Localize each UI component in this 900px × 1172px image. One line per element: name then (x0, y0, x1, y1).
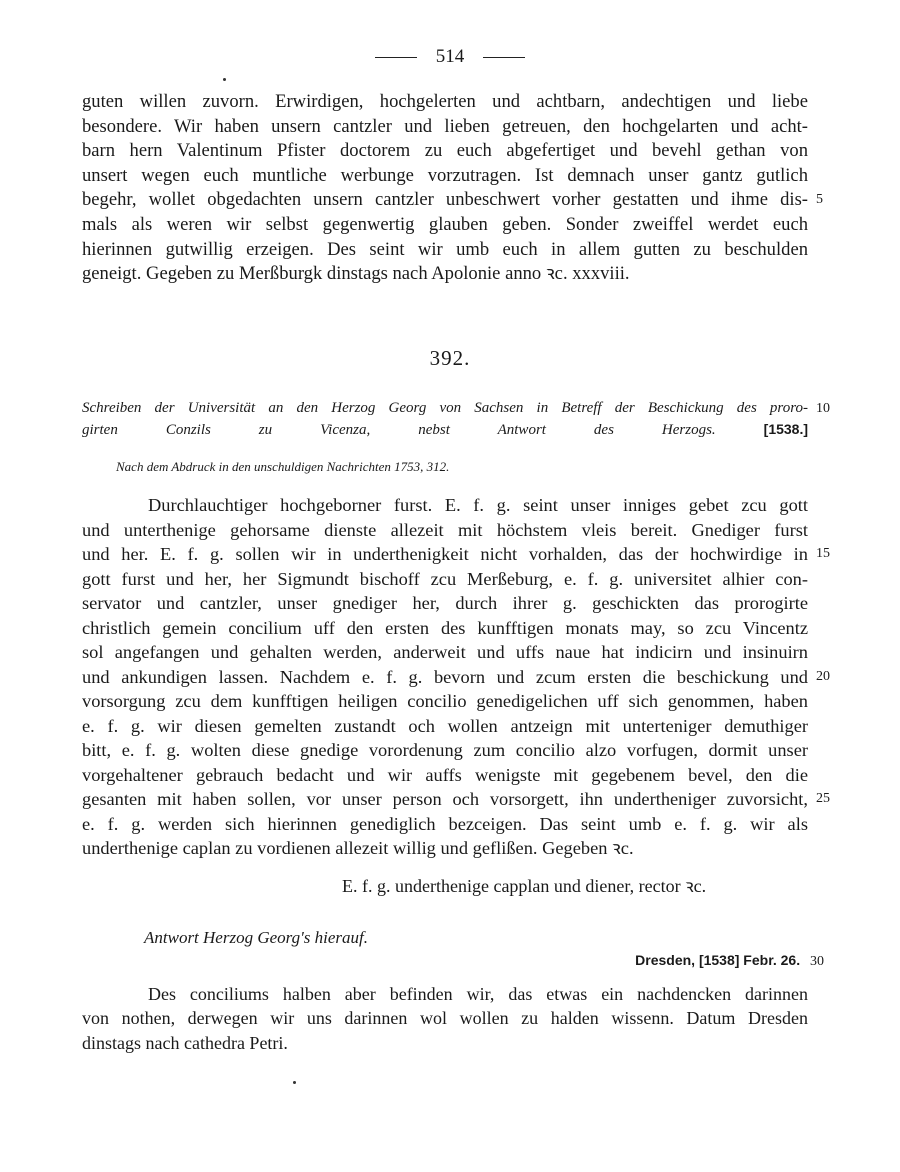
text-line-with-number (82, 188, 823, 213)
text-line: hierinnen gutwillig erzeigen. Des seint wir umb euch in allem gutten zu beschulden (82, 238, 808, 260)
document-title (82, 398, 830, 440)
reply-text (82, 982, 808, 1055)
text-line: von nothen, derwegen wir uns darinnen wol wollen zu halden wissenn. Datum Dresden (82, 1008, 808, 1029)
text-line: sol angefangen und gehalten werden, anderweit und uffs naue hat indicirn und insinuirn (82, 642, 808, 662)
text-line: gesanten mit haben sollen, vor unser person och vorsorgett, ihn undertheniger zuvorsicht, (82, 789, 808, 809)
text-line: unsert wegen euch muntliche werbunge vorzutragen. Ist demnach unser gantz gutlich (82, 164, 808, 186)
text-line: e. f. g. werden sich hierinnen genediglich bezceigen. Das seint umb e. f. g. wir als (82, 813, 808, 834)
line-number: 25 (816, 791, 830, 806)
reply-title: Antwort Herzog Georg's hierauf. (144, 928, 369, 947)
line-number: 20 (816, 668, 830, 684)
text-line: guten willen zuvorn. Erwirdigen, hochgelerten und achtbarn, andechtigen und liebe (82, 91, 808, 112)
line-number: 5 (816, 192, 823, 208)
title-line (82, 398, 830, 419)
signature: E. f. g. underthenige capplan und diener, rector ꝛc. (342, 876, 707, 896)
text-line: geneigt. Gegeben zu Merßburgk dinstags nach Apolonie anno ꝛc. xxxviii. (82, 263, 630, 285)
header-rule-right (483, 57, 525, 58)
text-line: underthenige caplan zu vordienen allezeit willig und geflißen. Gegeben ꝛc. (82, 838, 634, 858)
text-line-with-number (82, 665, 830, 690)
title-line (82, 419, 808, 440)
text-line: und her. E. f. g. sollen wir in underthenigkeit nicht vorhalden, das der hochwirdige in (82, 544, 808, 564)
text-line: christlich gemein concilium uff den ersten des kunfftigen monats may, so zcu Vincentz (82, 617, 808, 638)
text-line: Durchlauchtiger hochgeborner furst. E. f. g. seint unser inniges gebet zcu gott (148, 495, 808, 515)
text-line: vorgehaltener gebrauch bedacht und wir auffs wenigste mit gegebenem bevel, den die (82, 764, 808, 785)
text-line: gott furst und her, her Sigmundt bischoff zcu Merßeburg, e. f. g. universitet alhier con- (82, 568, 808, 589)
text-line-with-number (82, 787, 830, 812)
page-number: 514 (435, 46, 465, 67)
text-line: und unterthenige gehorsame dienste allezeit mit höchstem vleis bereit. Gnediger furst (82, 519, 808, 540)
line-number: 10 (816, 401, 830, 416)
reply-date: Dresden, [1538] Febr. 26. (635, 952, 801, 968)
text-line: begehr, wollet obgedachten unsern cantzler unbeschwert vorher gestatten und ihme dis- (82, 189, 808, 211)
letter-text (82, 493, 830, 861)
ink-speck (223, 78, 226, 81)
text-line: mals als weren wir selbst gegenwertig glauben geben. Sonder zweiffel werdet euch (82, 213, 808, 235)
title-text: girten Conzils zu Vicenza, nebst Antwort des Herzogs. (82, 422, 716, 438)
reply-dateline (635, 952, 824, 970)
text-line: vorsorgung zcu dem kunfftigen heiligen concilio genedigelichen uff sich genommen, haben (82, 691, 808, 711)
document-number: 392. (429, 346, 471, 370)
source-note: Nach dem Abdruck in den unschuldigen Nachrichten 1753, 312. (116, 459, 450, 474)
text-line: barn hern Valentinum Pfister doctorem zu euch abgefertiget und bevehl gethan von (82, 140, 808, 162)
previous-letter-text (82, 90, 823, 287)
text-line: e. f. g. wir diesen gemelten zustandt och wollen antzeign mit unterteniger demuthiger (82, 715, 808, 736)
text-line: besondere. Wir haben unsern cantzler und lieben getreuen, den hochgelarten und acht- (82, 115, 808, 137)
header-rule-left (375, 57, 417, 58)
text-line-with-number (82, 542, 830, 567)
text-line: dinstags nach cathedra Petri. (82, 1032, 288, 1053)
text-line: servator und cantzler, unser gnediger her, durch ihrer g. geschickten das prorogirte (82, 593, 808, 613)
line-number: 30 (810, 954, 824, 969)
line-number: 15 (816, 546, 830, 561)
page-header (0, 46, 900, 68)
title-text: Schreiben der Universität an den Herzog Georg von Sachsen in Betreff der Beschickung des proro- (82, 400, 808, 416)
text-line: Des conciliums halben aber befinden wir, das etwas ein nachdencken darinnen (148, 984, 808, 1004)
text-line: und ankundigen lassen. Nachdem e. f. g. bevorn und zcum ersten die beschickung und (82, 666, 808, 687)
title-date: [1538.] (763, 421, 809, 437)
text-line: bitt, e. f. g. wolten diese gnedige vorordenung zum concilio alzo vorfugen, dormit unser (82, 740, 808, 760)
ink-speck (293, 1081, 296, 1084)
